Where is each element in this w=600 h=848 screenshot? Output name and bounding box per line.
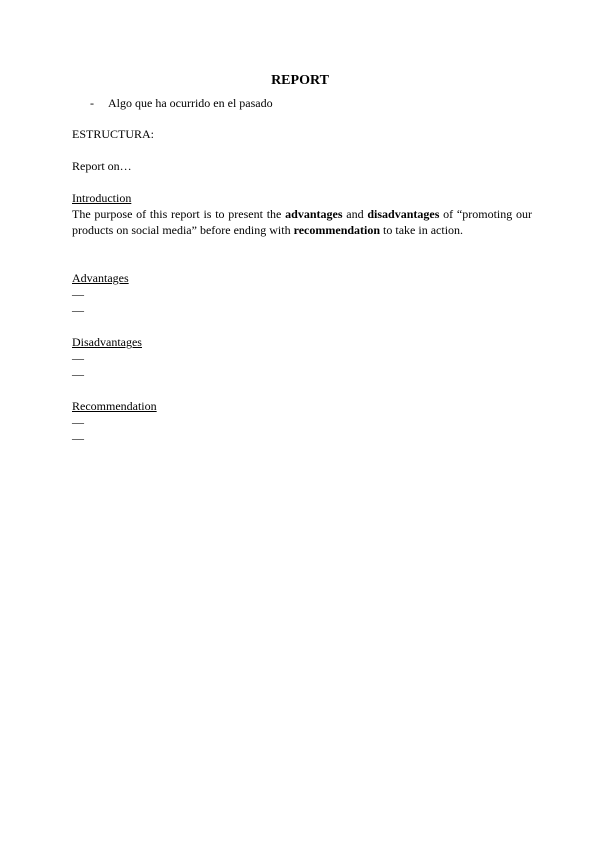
recommendation-line-1: — [72, 415, 84, 429]
disadvantages-heading: Disadvantages [72, 335, 142, 349]
disadvantages-line-1: — [72, 351, 84, 365]
intro-text-4: to take in action. [380, 223, 464, 237]
intro-keyword-advantages: advantages [285, 207, 343, 221]
advantages-heading: Advantages [72, 271, 129, 285]
intro-keyword-disadvantages: disadvantages [367, 207, 440, 221]
report-on-text: Report on… [72, 159, 132, 173]
recommendation-heading: Recommendation [72, 399, 157, 413]
intro-keyword-recommendation: recommendation [293, 223, 381, 237]
structure-label: ESTRUCTURA: [72, 127, 155, 141]
page-title: REPORT [271, 73, 329, 88]
intro-text-2: and [342, 207, 368, 221]
advantages-line-1: — [72, 287, 84, 301]
disadvantages-line-2: — [72, 367, 84, 381]
intro-text-1: The purpose of this report is to present the [72, 207, 286, 221]
introduction-paragraph [72, 206, 532, 238]
bullet-text: Algo que ha ocurrido en el pasado [108, 96, 273, 110]
bullet-marker: - [90, 96, 94, 110]
advantages-line-2: — [72, 303, 84, 317]
introduction-heading: Introduction [72, 191, 132, 205]
recommendation-line-2: — [72, 431, 84, 445]
intro-text-3: of “promoting our products on social media” before ending with [72, 207, 532, 237]
bullet-item [90, 95, 273, 111]
